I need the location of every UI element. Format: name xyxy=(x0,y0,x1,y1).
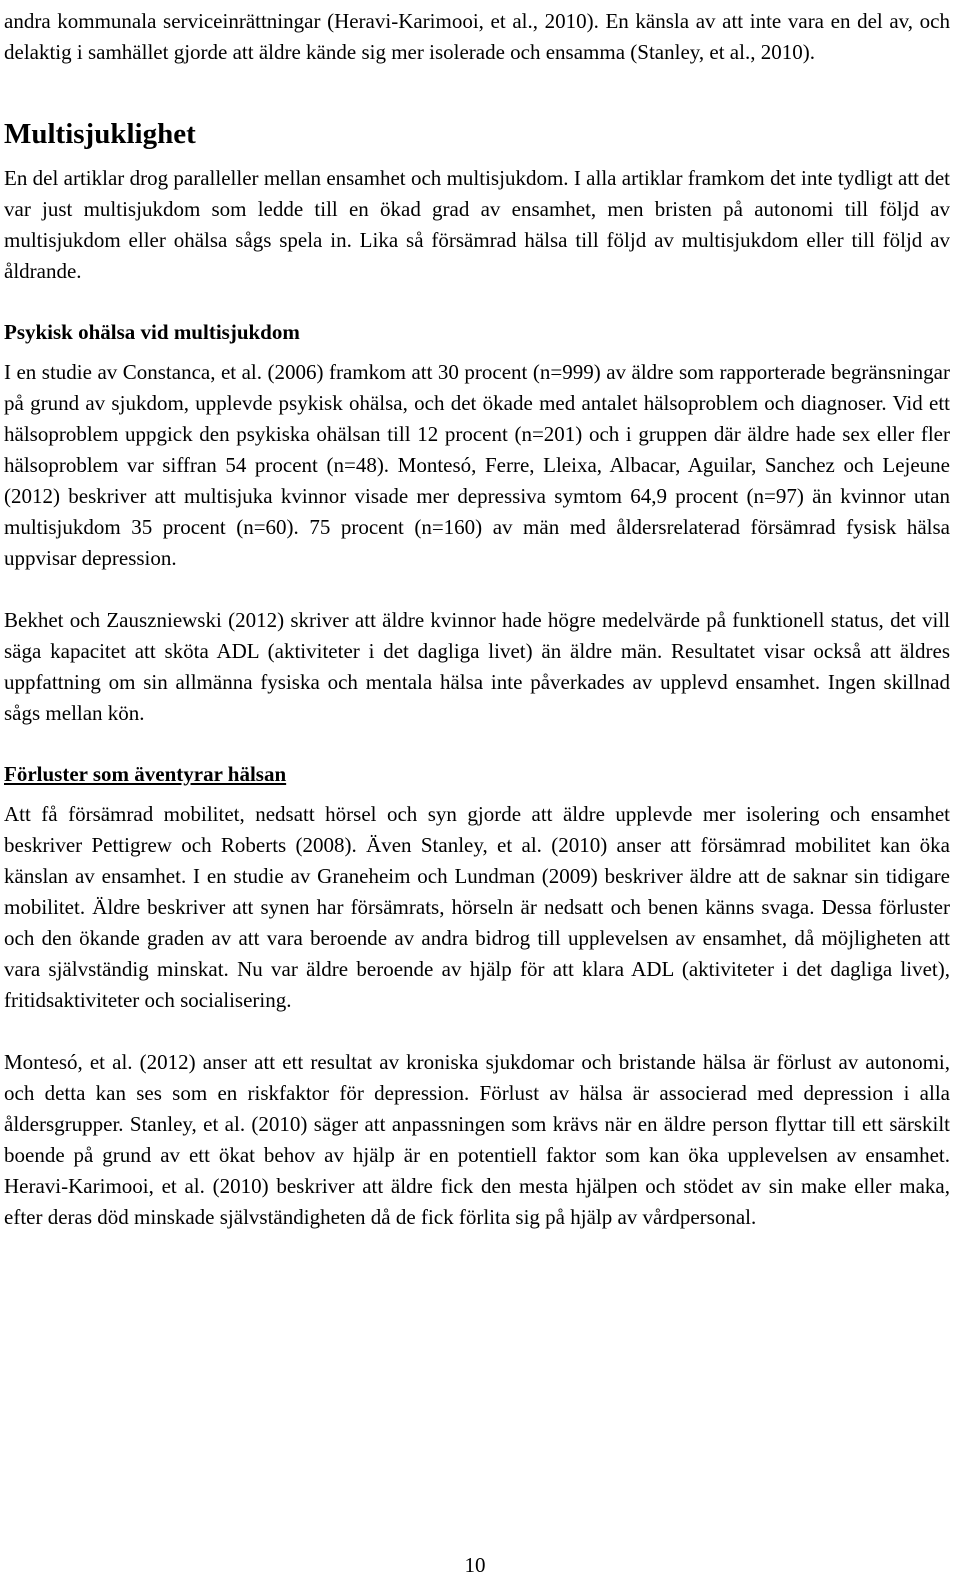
subheading-forluster xyxy=(4,759,950,789)
section-paragraph: En del artiklar drog paralleller mellan ensamhet och multisjukdom. I alla artiklar framkom det inte tydligt att det var just multisjukdom som ledde till en ökad grad av ensamhet, men bristen på autonomi till följd av multisjukdom eller ohälsa sågs spela in. Lika så försämrad hälsa till följd av multisjukdom eller till följd av åldrande. xyxy=(4,166,950,283)
subheading-psykisk-ohalsa: Psykisk ohälsa vid multisjukdom xyxy=(4,320,300,344)
sub2-paragraph-1: Att få försämrad mobilitet, nedsatt hörsel och syn gjorde att äldre upplevde mer isolering och ensamhet beskriver Pettigrew och Roberts (2008). Även Stanley, et al. (2010) anser att försämrad mobilitet kan öka känslan av ensamhet. I en studie av Graneheim och Lundman (2009) beskriver äldre att de saknar sin tidigare mobilitet. Äldre beskriver att synen har försämrats, hörseln är nedsatt och benen känns svaga. Dessa förluster och den ökande graden av att vara beroende av andra bidrog till upplevelsen av ensamhet, då möjligheten att vara självständig minskat. Nu var äldre beroende av hjälp för att klara ADL (aktiviteter i det dagliga livet), fritidsaktiviteter och socialisering. xyxy=(4,802,950,1012)
sub1-paragraph-1: I en studie av Constanca, et al. (2006) framkom att 30 procent (n=999) av äldre som rapporterade begränsningar på grund av sjukdom, upplevde psykisk ohälsa, och det ökade med antalet hälsoproblem och diagnoser. Vid ett hälsoproblem uppgick den psykiska ohälsan till 12 procent (n=201) och i gruppen där äldre hade sex eller fler hälsoproblem var siffran 54 procent (n=48). Montesó, Ferre, Lleixa, Albacar, Aguilar, Sanchez och Lejeune (2012) beskriver att multisjuka kvinnor visade mer depressiva symtom 64,9 procent (n=97) än kvinnor utan multisjukdom 35 procent (n=60). 75 procent (n=160) av män med åldersrelaterad försämrad fysisk hälsa uppvisar depression. xyxy=(4,360,950,570)
section-heading-multisjuklighet: Multisjuklighet xyxy=(4,118,196,150)
subheading-forluster-text: Förluster som äventyrar hälsan xyxy=(4,762,287,786)
sub1-paragraph-2: Bekhet och Zauszniewski (2012) skriver att äldre kvinnor hade högre medelvärde på funktionell status, det vill säga kapacitet att sköta ADL (aktiviteter i det dagliga livet) än äldre män. Resultatet visar också att äldres uppfattning om sin allmänna fysiska och mentala hälsa inte påverkades av upplevd ensamhet. Ingen skillnad sågs mellan kön. xyxy=(4,608,950,725)
document-page xyxy=(4,0,950,1233)
sub2-paragraph-2: Montesó, et al. (2012) anser att ett resultat av kroniska sjukdomar och bristande hälsa är förlust av autonomi, och detta kan ses som en riskfaktor för depression. Förlust av hälsa är associerad med depression i alla åldersgrupper. Stanley, et al. (2010) säger att anpassningen som krävs när en äldre person flyttar till ett särskilt boende på grund av ett ökat behov av hjälp är en potentiell faktor som kan öka upplevelsen av ensamhet. Heravi-Karimooi, et al. (2010) beskriver att äldre fick den mesta hjälpen och stödet av sin make eller maka, efter deras död minskade självständigheten då de fick förlita sig på hjälp av vårdpersonal. xyxy=(4,1050,950,1229)
intro-paragraph: andra kommunala serviceinrättningar (Heravi-Karimooi, et al., 2010). En känsla av att inte vara en del av, och delaktig i samhället gjorde att äldre kände sig mer isolerade och ensamma (Stanley, et al., 2010). xyxy=(4,9,950,64)
page-number: 10 xyxy=(464,1553,486,1577)
